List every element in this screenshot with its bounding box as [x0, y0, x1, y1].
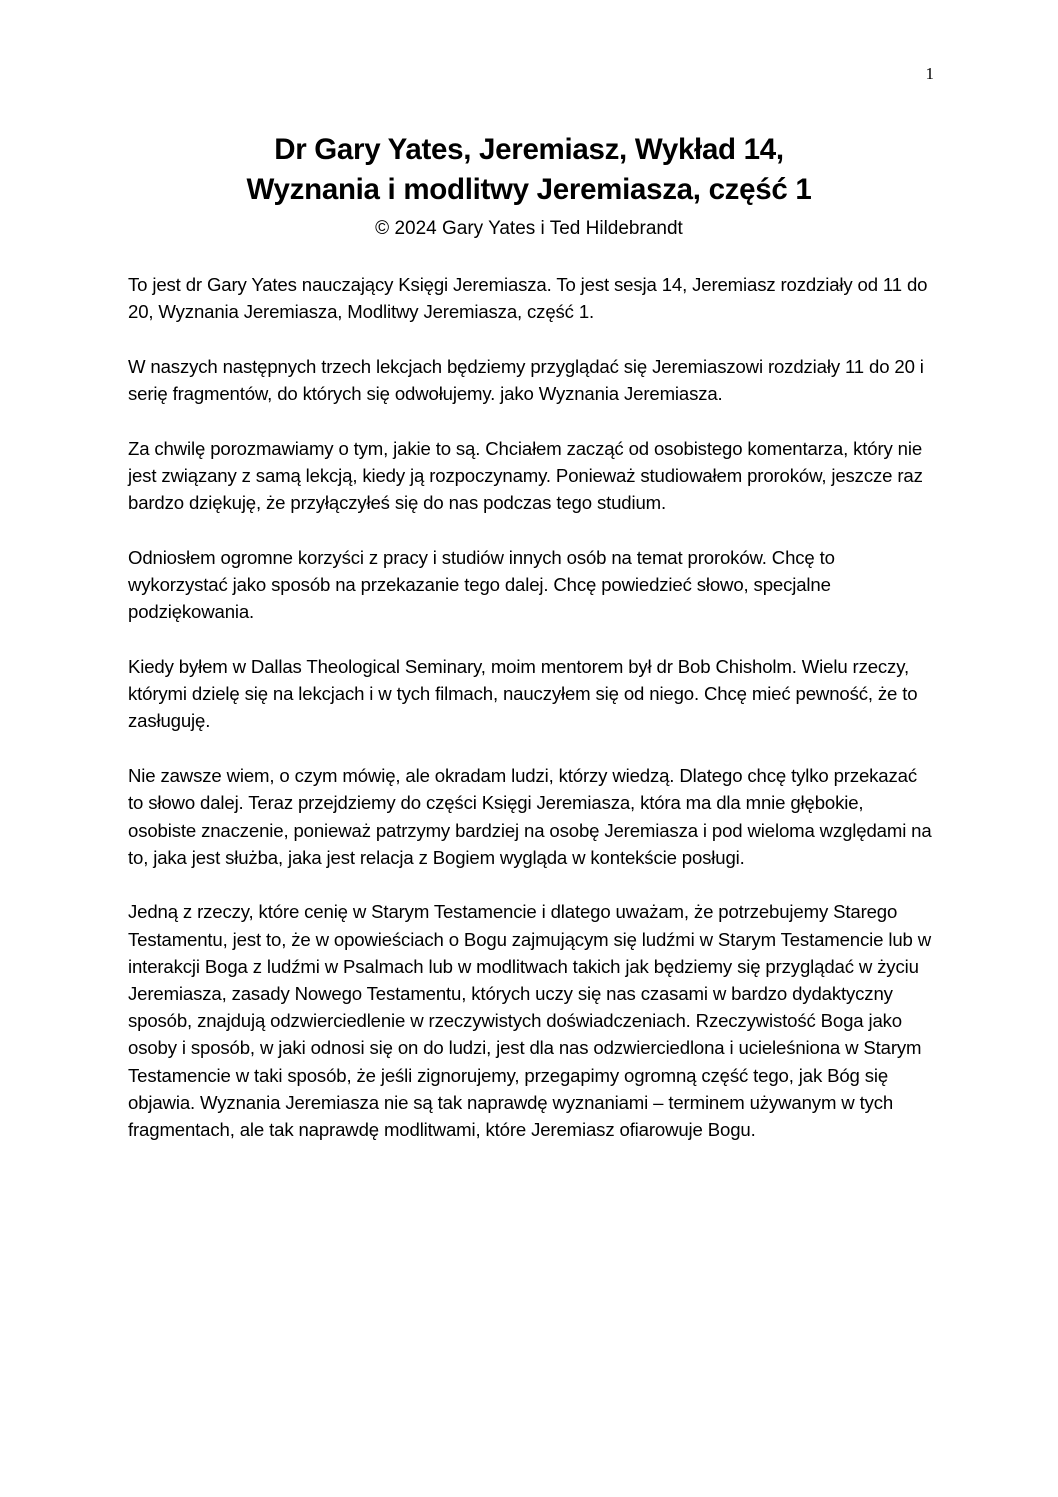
paragraph-1: To jest dr Gary Yates nauczający Księgi Jeremiasza. To jest sesja 14, Jeremiasz rozdziały od 11 do 20, Wyznania Jeremiasza, Modlitwy Jeremiasza, część 1. — [128, 274, 928, 323]
paragraph-6: Nie zawsze wiem, o czym mówię, ale okradam ludzi, którzy wiedzą. Dlatego chcę tylko przekazać to słowo dalej. Teraz przejdziemy do części Księgi Jeremiasza, która ma dla mnie głębokie, osobiste znaczenie, ponieważ patrzymy bardziej na osobę Jeremiasza i pod wieloma względami na to, jaka jest służba, jaka jest relacja z Bogiem wygląda w kontekście posługi. — [128, 765, 932, 868]
copyright-line: © 2024 Gary Yates i Ted Hildebrandt — [375, 218, 683, 239]
document-body — [128, 271, 936, 1171]
paragraph-2: W naszych następnych trzech lekcjach będziemy przyglądać się Jeremiaszowi rozdziały 11 do 20 i serię fragmentów, do których się odwołujemy. jako Wyznania Jeremiasza. — [128, 355, 924, 405]
paragraph-5: Kiedy byłem w Dallas Theological Seminary, moim mentorem był dr Bob Chisholm. Wielu rzeczy, którymi dzielę się na lekcjach i w tych filmach, nauczyłem się od niego. Chcę mieć pewność, że to zasługuję. — [128, 656, 918, 732]
page-number: 1 — [925, 64, 934, 83]
title-line-2: Wyznania i modlitwy Jeremiasza, część 1 — [246, 173, 812, 206]
paragraph-7: Jedną z rzeczy, które cenię w Starym Testamencie i dlatego uważam, że potrzebujemy Starego Testamentu, jest to, że w opowieściach o Bogu zajmującym się ludźmi w Starym Testamencie lub w interakcji Boga z ludźmi w Psalmach lub w modlitwach takich jak będziemy się przyglądać w życiu Jeremiasza, zasady Nowego Testamentu, których uczy się nas czasami w bardzo dydaktyczny sposób, znajdują odzwierciedlenie w rzeczywistych doświadczeniach. Rzeczywistość Boga jako osoby i sposób, w jaki odnosi się on do ludzi, jest dla nas odzwierciedlona i ucieleśniona w Starym Testamencie w taki sposób, że jeśli zignorujemy, przegapimy ogromną część tego, jak Bóg się objawia. Wyznania Jeremiasza nie są tak naprawdę wyznaniami – terminem używanym w tych fragmentach, ale tak naprawdę modlitwami, które Jeremiasz ofiarowuje Bogu. — [128, 901, 931, 1141]
document-title — [0, 130, 1058, 210]
title-line-1: Dr Gary Yates, Jeremiasz, Wykład 14, — [274, 133, 784, 166]
paragraph-4: Odniosłem ogromne korzyści z pracy i studiów innych osób na temat proroków. Chcę to wykorzystać jako sposób na przekazanie tego dalej. Chcę powiedzieć słowo, specjalne podziękowania. — [128, 546, 835, 623]
paragraph-3: Za chwilę porozmawiamy o tym, jakie to są. Chciałem zacząć od osobistego komentarza, który nie jest związany z samą lekcją, kiedy ją rozpoczynamy. Ponieważ studiowałem proroków, jeszcze raz bardzo dziękuję, że przyłączyłeś się do nas podczas tego studium. — [128, 437, 923, 514]
